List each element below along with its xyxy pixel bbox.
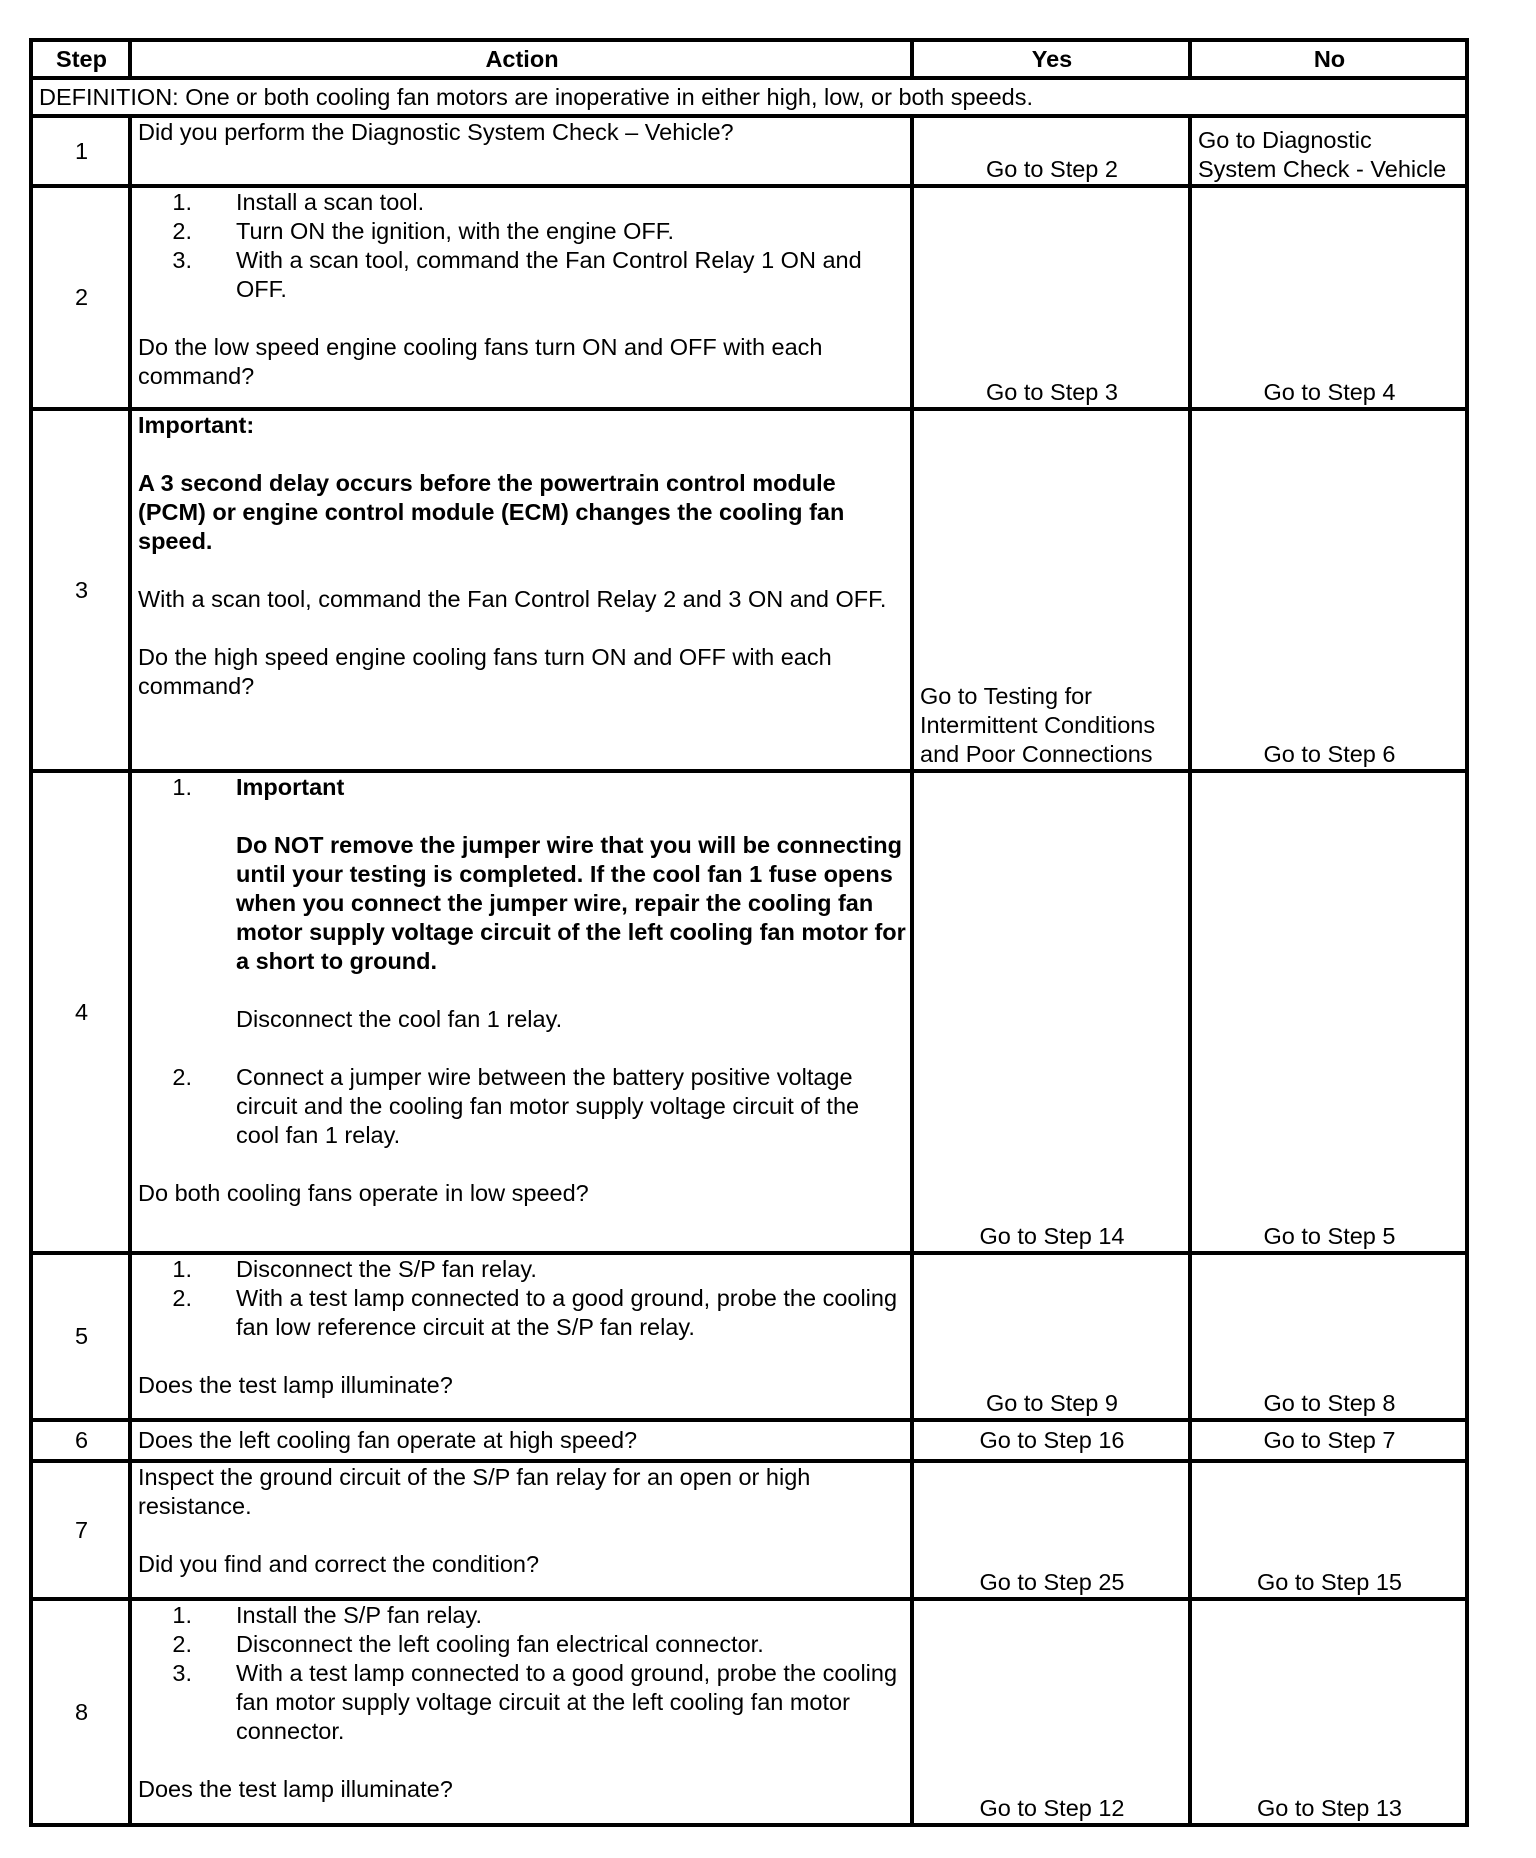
- yes-result: Go to Step 25: [912, 1461, 1190, 1599]
- step-number: 7: [31, 1461, 130, 1599]
- action-steps-list: [138, 1255, 906, 1342]
- list-number: 3.: [172, 247, 192, 273]
- no-result-line: Go to Diagnostic: [1198, 127, 1372, 153]
- list-text: Turn ON the ignition, with the engine OFF.: [236, 218, 675, 244]
- action-substep: Disconnect the cool fan 1 relay.: [236, 1006, 563, 1032]
- no-result: Go to Step 13: [1190, 1599, 1467, 1825]
- yes-result-line: Intermittent Conditions: [920, 712, 1156, 738]
- step-number: 3: [31, 409, 130, 771]
- yes-result: Go to Step 9: [912, 1253, 1190, 1420]
- list-text: With a scan tool, command the Fan Control Relay 1 ON and OFF.: [236, 247, 862, 302]
- list-text: Install the S/P fan relay.: [236, 1602, 483, 1628]
- list-number: 2.: [172, 218, 192, 244]
- action-question: Does the test lamp illuminate?: [138, 1776, 453, 1802]
- action-cell: [130, 1253, 912, 1420]
- list-number: 2.: [172, 1064, 192, 1090]
- list-text: With a test lamp connected to a good ground, probe the cooling fan low reference circuit at the S/P fan relay.: [236, 1285, 898, 1340]
- list-number: 2.: [172, 1631, 192, 1657]
- table-row: [31, 116, 1467, 186]
- action-question: Did you find and correct the condition?: [138, 1551, 540, 1577]
- list-item: [138, 1255, 906, 1284]
- table-row: [31, 771, 1467, 1253]
- diagnostic-table-document: [29, 38, 1465, 1827]
- yes-result-line: and Poor Connections: [920, 741, 1153, 767]
- header-action: Action: [130, 40, 912, 78]
- no-result: Go to Step 15: [1190, 1461, 1467, 1599]
- yes-result-line: Go to Testing for: [920, 683, 1092, 709]
- list-item: [138, 1284, 906, 1342]
- diagnostic-table: [29, 38, 1469, 1827]
- action-question: Did you perform the Diagnostic System Check – Vehicle?: [130, 116, 912, 186]
- list-number: 1.: [172, 189, 192, 215]
- list-text: With a test lamp connected to a good ground, probe the cooling fan motor supply voltage circuit at the left cooling fan motor connector.: [236, 1660, 898, 1744]
- important-note: Do NOT remove the jumper wire that you will be connecting until your testing is completed. If the cool fan 1 fuse opens when you connect the jumper wire, repair the cooling fan motor supply voltage circuit of the left cooling fan motor for a short to ground.: [236, 832, 906, 974]
- action-cell: [130, 771, 912, 1253]
- action-question: Does the left cooling fan operate at high speed?: [130, 1420, 912, 1461]
- step-number: 6: [31, 1420, 130, 1461]
- header-row: [31, 40, 1467, 78]
- step-number: 1: [31, 116, 130, 186]
- list-item: [138, 1659, 906, 1746]
- action-question: Do both cooling fans operate in low speed?: [138, 1180, 589, 1206]
- action-instruction: Inspect the ground circuit of the S/P fan relay for an open or high resistance.: [138, 1464, 811, 1519]
- list-item: [138, 1063, 906, 1150]
- list-number: 1.: [172, 1256, 192, 1282]
- table-row: [31, 186, 1467, 409]
- action-cell: [130, 409, 912, 771]
- list-number: 1.: [172, 774, 192, 800]
- list-text: Install a scan tool.: [236, 189, 425, 215]
- important-label: Important:: [138, 412, 255, 438]
- important-note: A 3 second delay occurs before the powertrain control module (PCM) or engine control module (ECM) changes the cooling fan speed.: [138, 470, 845, 554]
- list-item: [138, 1601, 906, 1630]
- action-cell: [130, 186, 912, 409]
- table-row: [31, 409, 1467, 771]
- list-text: Disconnect the left cooling fan electrical connector.: [236, 1631, 764, 1657]
- table-row: [31, 1253, 1467, 1420]
- header-step: Step: [31, 40, 130, 78]
- important-label: Important: [236, 774, 345, 800]
- list-item: [138, 188, 906, 217]
- action-instruction: With a scan tool, command the Fan Control Relay 2 and 3 ON and OFF.: [138, 586, 887, 612]
- definition-text: DEFINITION: One or both cooling fan motors are inoperative in either high, low, or both speeds.: [31, 78, 1467, 116]
- yes-result: Go to Step 12: [912, 1599, 1190, 1825]
- list-text: Disconnect the S/P fan relay.: [236, 1256, 537, 1282]
- action-steps-list: [138, 1063, 906, 1150]
- list-item: [138, 246, 906, 304]
- definition-row: [31, 78, 1467, 116]
- no-result: Go to Step 4: [1190, 186, 1467, 409]
- action-cell: [130, 1461, 912, 1599]
- list-number: 2.: [172, 1285, 192, 1311]
- action-steps-list: [138, 773, 906, 802]
- step-number: 5: [31, 1253, 130, 1420]
- list-number: 1.: [172, 1602, 192, 1628]
- step-number: 4: [31, 771, 130, 1253]
- yes-result: Go to Step 14: [912, 771, 1190, 1253]
- step-number: 2: [31, 186, 130, 409]
- action-question: Do the high speed engine cooling fans turn ON and OFF with each command?: [138, 644, 832, 699]
- action-steps-list: [138, 1601, 906, 1746]
- no-result: [1190, 116, 1467, 186]
- header-no: No: [1190, 40, 1467, 78]
- yes-result: [912, 409, 1190, 771]
- list-text: [192, 773, 906, 802]
- yes-result: Go to Step 3: [912, 186, 1190, 409]
- no-result: Go to Step 7: [1190, 1420, 1467, 1461]
- list-item: [138, 1630, 906, 1659]
- no-result: Go to Step 6: [1190, 409, 1467, 771]
- list-item: [138, 773, 906, 802]
- yes-result: Go to Step 16: [912, 1420, 1190, 1461]
- no-result: Go to Step 8: [1190, 1253, 1467, 1420]
- step-number: 8: [31, 1599, 130, 1825]
- action-steps-list: [138, 188, 906, 304]
- list-text: Connect a jumper wire between the battery positive voltage circuit and the cooling fan motor supply voltage circuit of the cool fan 1 relay.: [236, 1064, 860, 1148]
- yes-result: Go to Step 2: [912, 116, 1190, 186]
- action-question: Does the test lamp illuminate?: [138, 1372, 453, 1398]
- header-yes: Yes: [912, 40, 1190, 78]
- no-result: Go to Step 5: [1190, 771, 1467, 1253]
- no-result-line: System Check - Vehicle: [1198, 156, 1447, 182]
- list-item: [138, 217, 906, 246]
- table-row: [31, 1420, 1467, 1461]
- list-number: 3.: [172, 1660, 192, 1686]
- action-question: Do the low speed engine cooling fans turn ON and OFF with each command?: [138, 334, 823, 389]
- action-cell: [130, 1599, 912, 1825]
- table-row: [31, 1599, 1467, 1825]
- table-row: [31, 1461, 1467, 1599]
